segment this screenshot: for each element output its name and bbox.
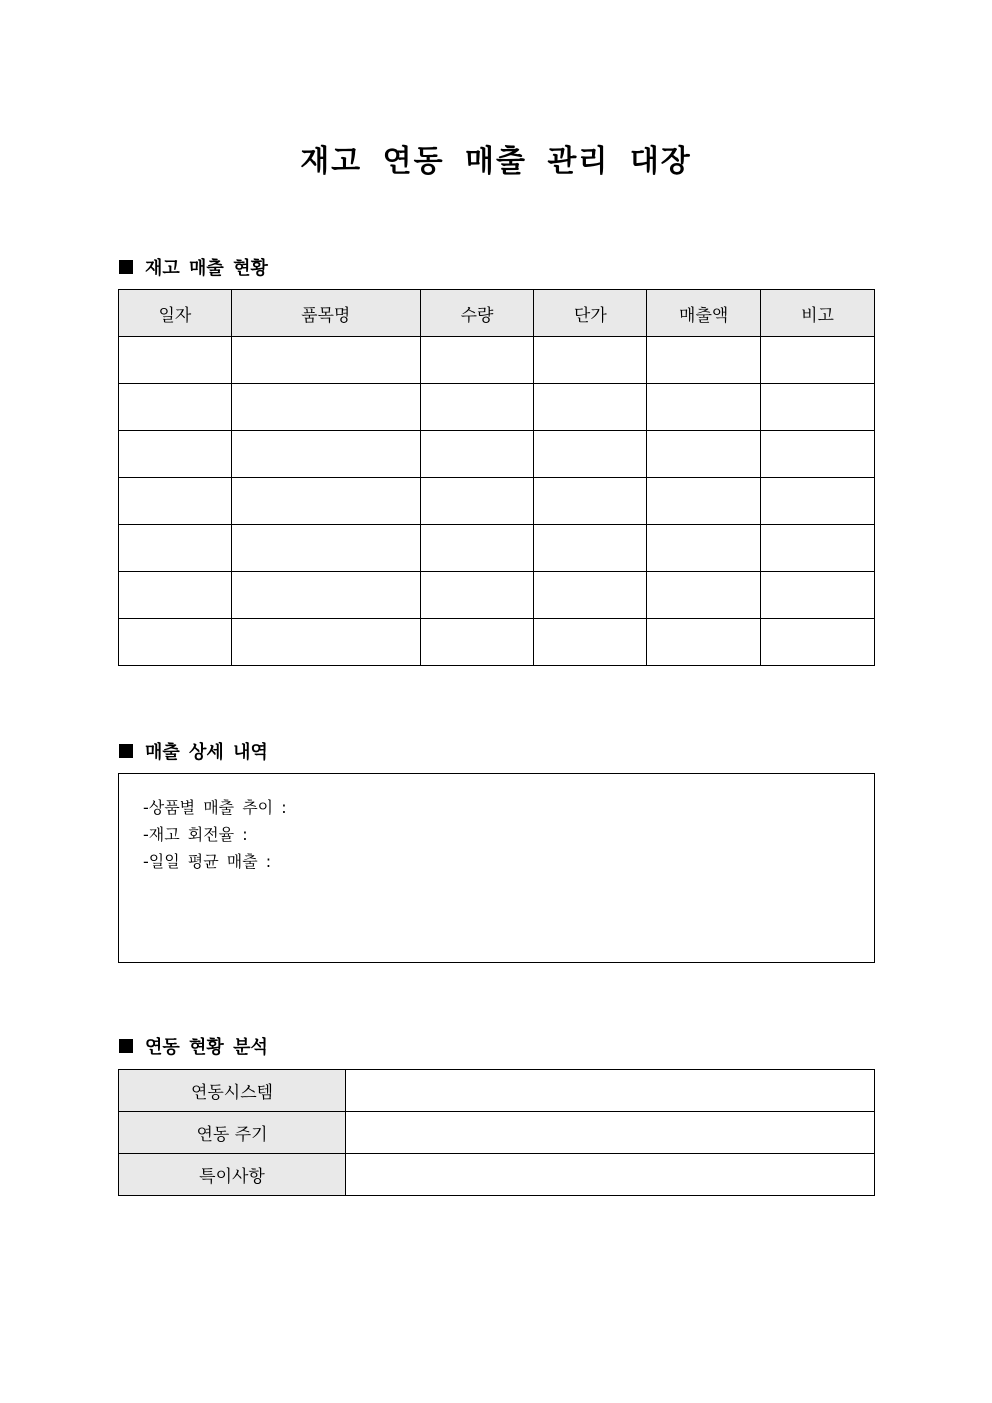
column-header-sales-amount: 매출액 [647,290,761,337]
table-cell[interactable] [761,431,875,478]
table-cell[interactable] [119,572,232,619]
column-header-date: 일자 [119,290,232,337]
table-cell[interactable] [647,572,761,619]
section-heading-sales-detail [119,738,268,764]
column-header-unit-price: 단가 [534,290,647,337]
square-bullet-icon [119,744,133,758]
table-cell[interactable] [420,337,534,384]
table-cell[interactable] [119,478,232,525]
page-title: 재고 연동 매출 관리 대장 [300,144,692,179]
detail-line-product-trend: -상품별 매출 추이 : [143,798,287,817]
column-header-quantity: 수량 [420,290,534,337]
section-heading-inventory-sales [119,254,268,280]
table-cell[interactable] [761,337,875,384]
table-cell[interactable] [231,619,420,666]
sales-detail-lines [143,794,287,875]
table-cell[interactable] [420,384,534,431]
table-cell[interactable] [534,478,647,525]
table-cell[interactable] [119,431,232,478]
table-cell[interactable] [231,525,420,572]
section-heading-text: 연동 현황 분석 [145,1037,268,1058]
table-row [119,337,875,384]
column-header-item-name: 품목명 [231,290,420,337]
table-row [119,478,875,525]
table-cell[interactable] [420,525,534,572]
row-label-integration-system: 연동시스템 [119,1070,346,1112]
table-cell[interactable] [420,431,534,478]
section-heading-text: 재고 매출 현황 [145,258,268,279]
table-cell[interactable] [534,431,647,478]
square-bullet-icon [119,1039,133,1053]
table-cell[interactable] [231,572,420,619]
sales-detail-box[interactable] [118,773,875,963]
detail-line-daily-average-sales: -일일 평균 매출 : [143,852,272,871]
table-cell[interactable] [647,384,761,431]
table-cell[interactable] [420,619,534,666]
table-cell[interactable] [761,478,875,525]
table-cell[interactable] [647,478,761,525]
table-header-row [119,290,875,337]
section-heading-text: 매출 상세 내역 [145,742,268,763]
table-cell[interactable] [534,525,647,572]
row-value-integration-system[interactable] [346,1070,875,1112]
table-cell[interactable] [119,619,232,666]
table-cell[interactable] [231,337,420,384]
square-bullet-icon [119,260,133,274]
table-cell[interactable] [761,572,875,619]
table-cell[interactable] [761,384,875,431]
table-cell[interactable] [534,572,647,619]
detail-line-inventory-turnover: -재고 회전율 : [143,825,248,844]
table-cell[interactable] [647,337,761,384]
row-value-integration-cycle[interactable] [346,1112,875,1154]
column-header-remarks: 비고 [761,290,875,337]
table-cell[interactable] [119,337,232,384]
table-cell[interactable] [647,431,761,478]
table-row [119,1112,875,1154]
table-cell[interactable] [534,384,647,431]
table-cell[interactable] [119,384,232,431]
table-row [119,525,875,572]
table-cell[interactable] [231,431,420,478]
table-cell[interactable] [231,478,420,525]
integration-analysis-table [118,1069,875,1196]
table-cell[interactable] [761,619,875,666]
table-row [119,384,875,431]
table-cell[interactable] [534,337,647,384]
table-cell[interactable] [647,525,761,572]
table-cell[interactable] [119,525,232,572]
table-row [119,431,875,478]
inventory-sales-table [118,289,875,666]
section-heading-integration-analysis [119,1033,268,1059]
table-row [119,1070,875,1112]
table-row [119,1154,875,1196]
table-cell[interactable] [647,619,761,666]
row-label-integration-cycle: 연동 주기 [119,1112,346,1154]
table-cell[interactable] [420,572,534,619]
table-cell[interactable] [534,619,647,666]
table-row [119,572,875,619]
table-cell[interactable] [231,384,420,431]
table-cell[interactable] [761,525,875,572]
table-row [119,619,875,666]
row-value-special-notes[interactable] [346,1154,875,1196]
row-label-special-notes: 특이사항 [119,1154,346,1196]
table-cell[interactable] [420,478,534,525]
